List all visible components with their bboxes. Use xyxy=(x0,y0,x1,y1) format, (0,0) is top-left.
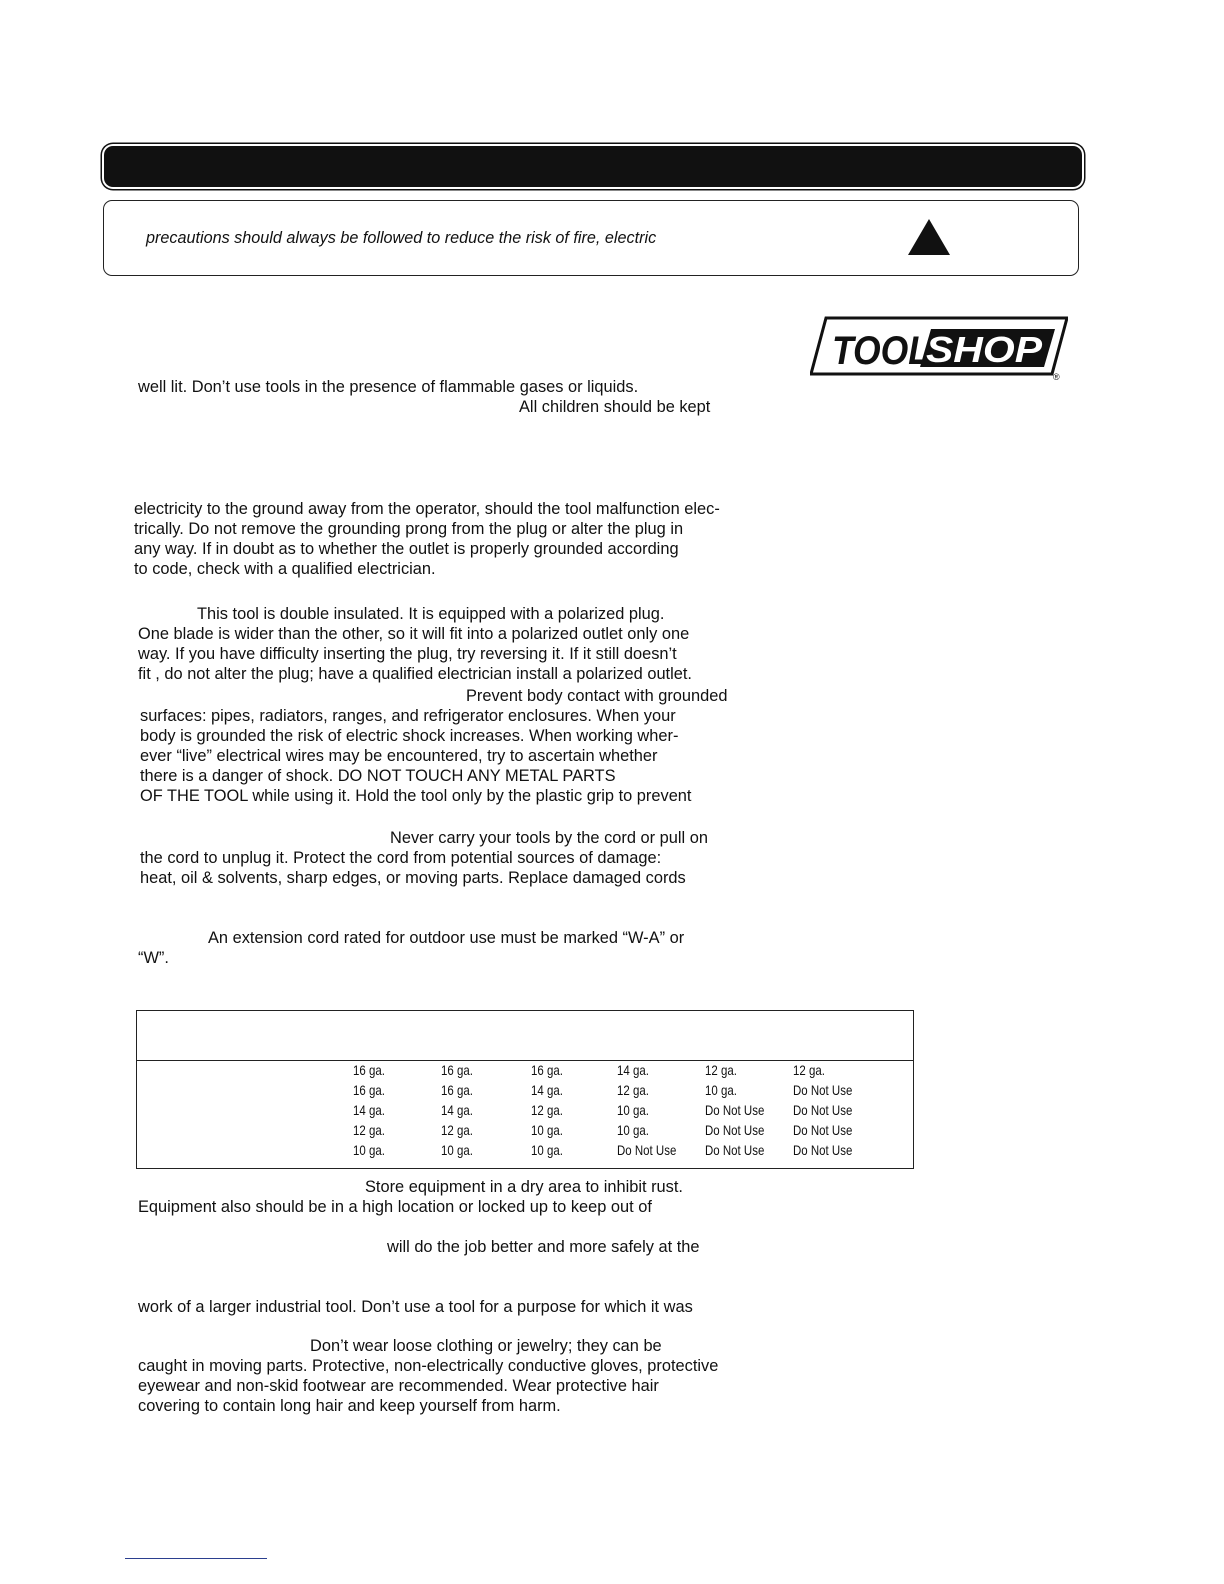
text-line: work of a larger industrial tool. Don’t use a tool for a purpose for which it was xyxy=(138,1298,693,1316)
text-line: any way. If in doubt as to whether the outlet is properly grounded according xyxy=(134,540,679,558)
text-line: way. If you have difficulty inserting the plug, try reversing it. If it still doesn’t xyxy=(138,645,677,663)
table-cell: 10 ga. xyxy=(441,1142,473,1158)
table-cell: 10 ga. xyxy=(705,1082,737,1098)
warning-triangle-icon xyxy=(907,218,951,256)
text-line: This tool is double insulated. It is equipped with a polarized plug. xyxy=(197,605,665,623)
logo-registered-mark: ® xyxy=(1053,372,1060,382)
table-cell: Do Not Use xyxy=(793,1122,853,1138)
table-cell: 10 ga. xyxy=(531,1142,563,1158)
text-line: ever “live” electrical wires may be encountered, try to ascertain whether xyxy=(140,747,658,765)
table-cell: 14 ga. xyxy=(353,1102,385,1118)
table-cell: 16 ga. xyxy=(531,1062,563,1078)
text-line: well lit. Don’t use tools in the presence of flammable gases or liquids. xyxy=(138,378,639,396)
text-line: electricity to the ground away from the operator, should the tool malfunction elec- xyxy=(134,500,720,518)
text-line: heat, oil & solvents, sharp edges, or moving parts. Replace damaged cords xyxy=(140,869,686,887)
table-cell: 14 ga. xyxy=(531,1082,563,1098)
table-cell: 10 ga. xyxy=(353,1142,385,1158)
table-cell: 16 ga. xyxy=(353,1082,385,1098)
logo-word-shop: SHOP xyxy=(926,329,1044,370)
table-cell: 12 ga. xyxy=(531,1102,563,1118)
text-line: to code, check with a qualified electrician. xyxy=(134,560,436,578)
table-cell: 14 ga. xyxy=(441,1102,473,1118)
section-header-banner xyxy=(104,146,1082,187)
text-line: body is grounded the risk of electric shock increases. When working wher- xyxy=(140,727,679,745)
text-line: An extension cord rated for outdoor use must be marked “W-A” or xyxy=(208,929,685,947)
text-line: caught in moving parts. Protective, non-electrically conductive gloves, protective xyxy=(138,1357,719,1375)
table-cell: Do Not Use xyxy=(705,1102,765,1118)
table-cell: 10 ga. xyxy=(617,1122,649,1138)
text-line: Equipment also should be in a high location or locked up to keep out of xyxy=(138,1198,652,1216)
text-line: eyewear and non-skid footwear are recommended. Wear protective hair xyxy=(138,1377,659,1395)
table-cell: 12 ga. xyxy=(793,1062,825,1078)
text-line: fit , do not alter the plug; have a qualified electrician install a polarized outlet. xyxy=(138,665,692,683)
table-cell: 12 ga. xyxy=(353,1122,385,1138)
text-line: One blade is wider than the other, so it will fit into a polarized outlet only one xyxy=(138,625,690,643)
text-line: OF THE TOOL while using it. Hold the tool only by the plastic grip to prevent xyxy=(140,787,692,805)
logo-word-tool: TOOL xyxy=(832,329,930,373)
text-line: surfaces: pipes, radiators, ranges, and refrigerator enclosures. When your xyxy=(140,707,676,725)
table-cell: 12 ga. xyxy=(617,1082,649,1098)
table-cell: 14 ga. xyxy=(617,1062,649,1078)
text-line: covering to contain long hair and keep yourself from harm. xyxy=(138,1397,561,1415)
table-cell: 10 ga. xyxy=(617,1102,649,1118)
table-cell: 10 ga. xyxy=(531,1122,563,1138)
text-line: Never carry your tools by the cord or pull on xyxy=(390,829,708,847)
table-cell: Do Not Use xyxy=(793,1142,853,1158)
text-line: Prevent body contact with grounded xyxy=(466,687,728,705)
text-line: there is a danger of shock. DO NOT TOUCH ANY METAL PARTS xyxy=(140,767,616,785)
table-cell: 16 ga. xyxy=(441,1062,473,1078)
table-cell: Do Not Use xyxy=(617,1142,677,1158)
table-cell: 12 ga. xyxy=(705,1062,737,1078)
text-line: Store equipment in a dry area to inhibit rust. xyxy=(365,1178,683,1196)
text-line: Don’t wear loose clothing or jewelry; they can be xyxy=(310,1337,662,1355)
table-cell: Do Not Use xyxy=(793,1082,853,1098)
table-cell: Do Not Use xyxy=(705,1142,765,1158)
text-line: All children should be kept xyxy=(519,398,711,416)
table-cell: Do Not Use xyxy=(793,1102,853,1118)
text-line: the cord to unplug it. Protect the cord from potential sources of damage: xyxy=(140,849,662,867)
table-cell: Do Not Use xyxy=(705,1122,765,1138)
table-cell: 16 ga. xyxy=(353,1062,385,1078)
text-line: “W”. xyxy=(138,949,169,967)
table-cell: 12 ga. xyxy=(441,1122,473,1138)
text-line: will do the job better and more safely at the xyxy=(387,1238,700,1256)
text-line: trically. Do not remove the grounding prong from the plug or alter the plug in xyxy=(134,520,684,538)
tool-shop-logo xyxy=(810,314,1068,382)
warning-text: precautions should always be followed to reduce the risk of fire, electric xyxy=(146,229,657,247)
footer-link-underline xyxy=(125,1558,267,1559)
table-cell: 16 ga. xyxy=(441,1082,473,1098)
